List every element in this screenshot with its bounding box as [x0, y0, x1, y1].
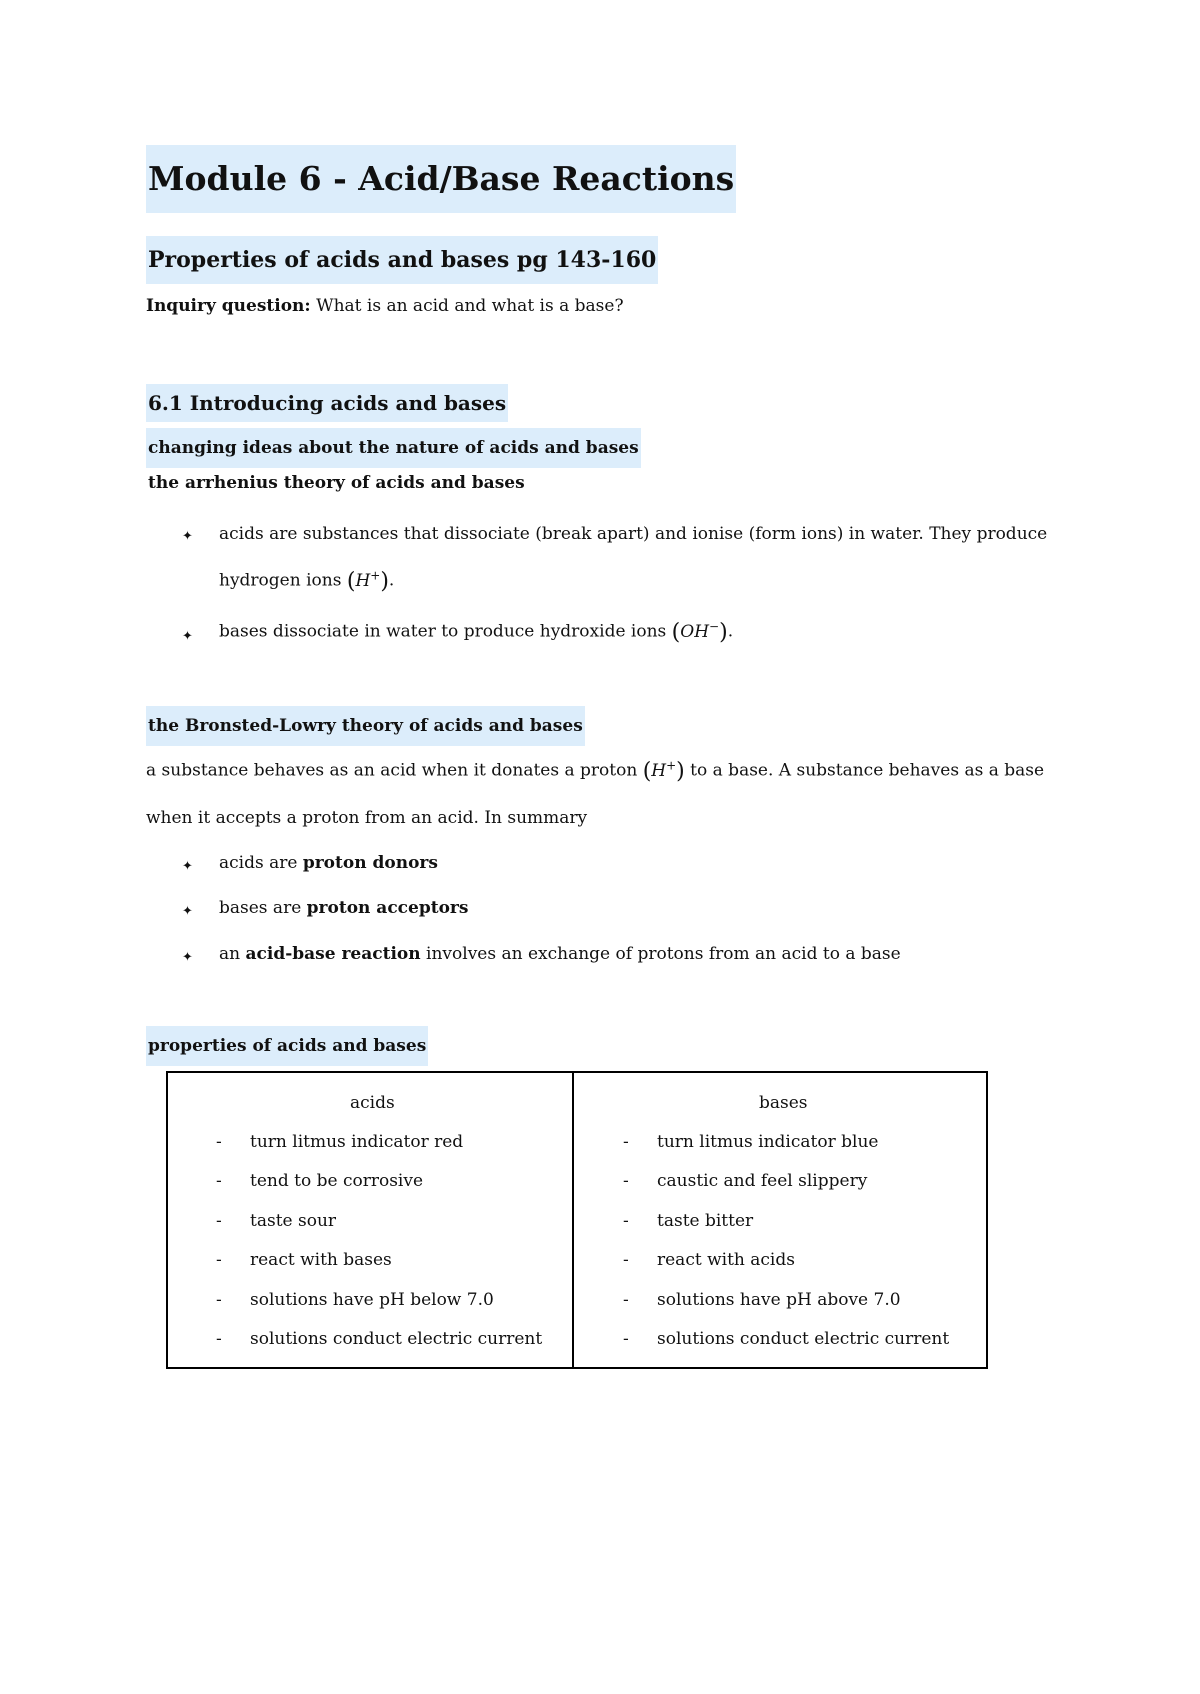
acids-item-4: react with bases	[250, 1250, 392, 1270]
bronsted-para-line-2: when it accepts a proton from an acid. In summary	[146, 808, 588, 828]
bronsted-para-line-1-a: a substance behaves as an acid when it donates a proton	[146, 760, 638, 781]
acids-item-1: turn litmus indicator red	[250, 1132, 464, 1152]
b2-bold: proton acceptors	[306, 898, 469, 918]
bronsted-bullet-2	[219, 898, 468, 918]
b1-pre: acids are	[219, 853, 303, 873]
proton-formula: (H+)	[642, 758, 685, 784]
acids-column-header: acids	[350, 1093, 395, 1113]
list-item: -	[216, 1329, 222, 1349]
acids-item-5: solutions have pH below 7.0	[250, 1290, 494, 1310]
b2-pre: bases are	[219, 898, 307, 918]
list-item: -	[216, 1171, 222, 1191]
ion-oh-symbol: OH	[680, 621, 710, 642]
bases-item-5: solutions have pH above 7.0	[657, 1290, 901, 1310]
list-item: -	[623, 1329, 629, 1349]
bases-item-2: caustic and feel slippery	[657, 1171, 868, 1191]
bases-item-6: solutions conduct electric current	[657, 1329, 950, 1349]
bases-item-1: turn litmus indicator blue	[657, 1132, 879, 1152]
proton-symbol: H	[651, 760, 667, 781]
list-item: -	[623, 1290, 629, 1310]
bullet-icon: ✦	[182, 529, 193, 544]
list-item: -	[623, 1211, 629, 1231]
inquiry-question	[146, 296, 624, 316]
bases-item-3: taste bitter	[657, 1211, 754, 1231]
bronsted-para-line-1	[146, 758, 1044, 784]
period: .	[388, 570, 395, 591]
bullet-icon: ✦	[182, 950, 193, 965]
section-heading: Properties of acids and bases pg 143-160	[146, 236, 658, 284]
inquiry-label: Inquiry question:	[146, 296, 311, 316]
list-item: -	[216, 1290, 222, 1310]
bases-item-4: react with acids	[657, 1250, 795, 1270]
hydroxide-ion-formula: (OH−)	[671, 619, 728, 645]
proton-charge: +	[666, 758, 677, 772]
hydrogen-ion-formula: (H+)	[346, 568, 389, 594]
list-item: -	[623, 1250, 629, 1270]
list-item: -	[623, 1132, 629, 1152]
b1-bold: proton donors	[302, 853, 438, 873]
acids-item-3: taste sour	[250, 1211, 337, 1231]
period: .	[727, 621, 734, 642]
ion-h-symbol: H	[355, 570, 371, 591]
bullet-icon: ✦	[182, 859, 193, 874]
acids-item-6: solutions conduct electric current	[250, 1329, 543, 1349]
table-divider	[572, 1073, 574, 1367]
b3-pre: an	[219, 944, 246, 964]
changing-ideas-heading: changing ideas about the nature of acids and bases	[146, 428, 641, 468]
bronsted-bullet-1	[219, 853, 438, 873]
properties-heading: properties of acids and bases	[146, 1026, 428, 1066]
list-item: -	[623, 1171, 629, 1191]
bases-column-header: bases	[759, 1093, 808, 1113]
bronsted-bullet-3	[219, 944, 901, 964]
arrhenius-heading: the arrhenius theory of acids and bases	[148, 473, 525, 493]
hydrogen-ions-text: hydrogen ions	[219, 570, 342, 591]
arrhenius-bullet-2-text: bases dissociate in water to produce hydroxide ions	[219, 621, 667, 642]
inquiry-text: What is an acid and what is a base?	[310, 296, 624, 316]
acids-item-2: tend to be corrosive	[250, 1171, 424, 1191]
bronsted-para-line-1-b: to a base. A substance behaves as a base	[690, 760, 1045, 781]
arrhenius-bullet-2	[219, 619, 733, 645]
subsection-heading: 6.1 Introducing acids and bases	[146, 384, 508, 422]
ion-oh-charge: −	[709, 619, 720, 633]
arrhenius-bullet-1-line-1: acids are substances that dissociate (break apart) and ionise (form ions) in water. They produce	[219, 524, 1048, 544]
arrhenius-bullet-1-line-2	[219, 568, 394, 594]
properties-table	[166, 1071, 988, 1369]
b3-bold: acid-base reaction	[245, 944, 421, 964]
bronsted-lowry-heading: the Bronsted-Lowry theory of acids and bases	[146, 706, 585, 746]
list-item: -	[216, 1250, 222, 1270]
bullet-icon: ✦	[182, 904, 193, 919]
list-item: -	[216, 1211, 222, 1231]
bullet-icon: ✦	[182, 629, 193, 644]
page-title: Module 6 - Acid/Base Reactions	[146, 145, 736, 213]
ion-h-charge: +	[370, 568, 381, 582]
list-item: -	[216, 1132, 222, 1152]
b3-post: involves an exchange of protons from an acid to a base	[420, 944, 901, 964]
